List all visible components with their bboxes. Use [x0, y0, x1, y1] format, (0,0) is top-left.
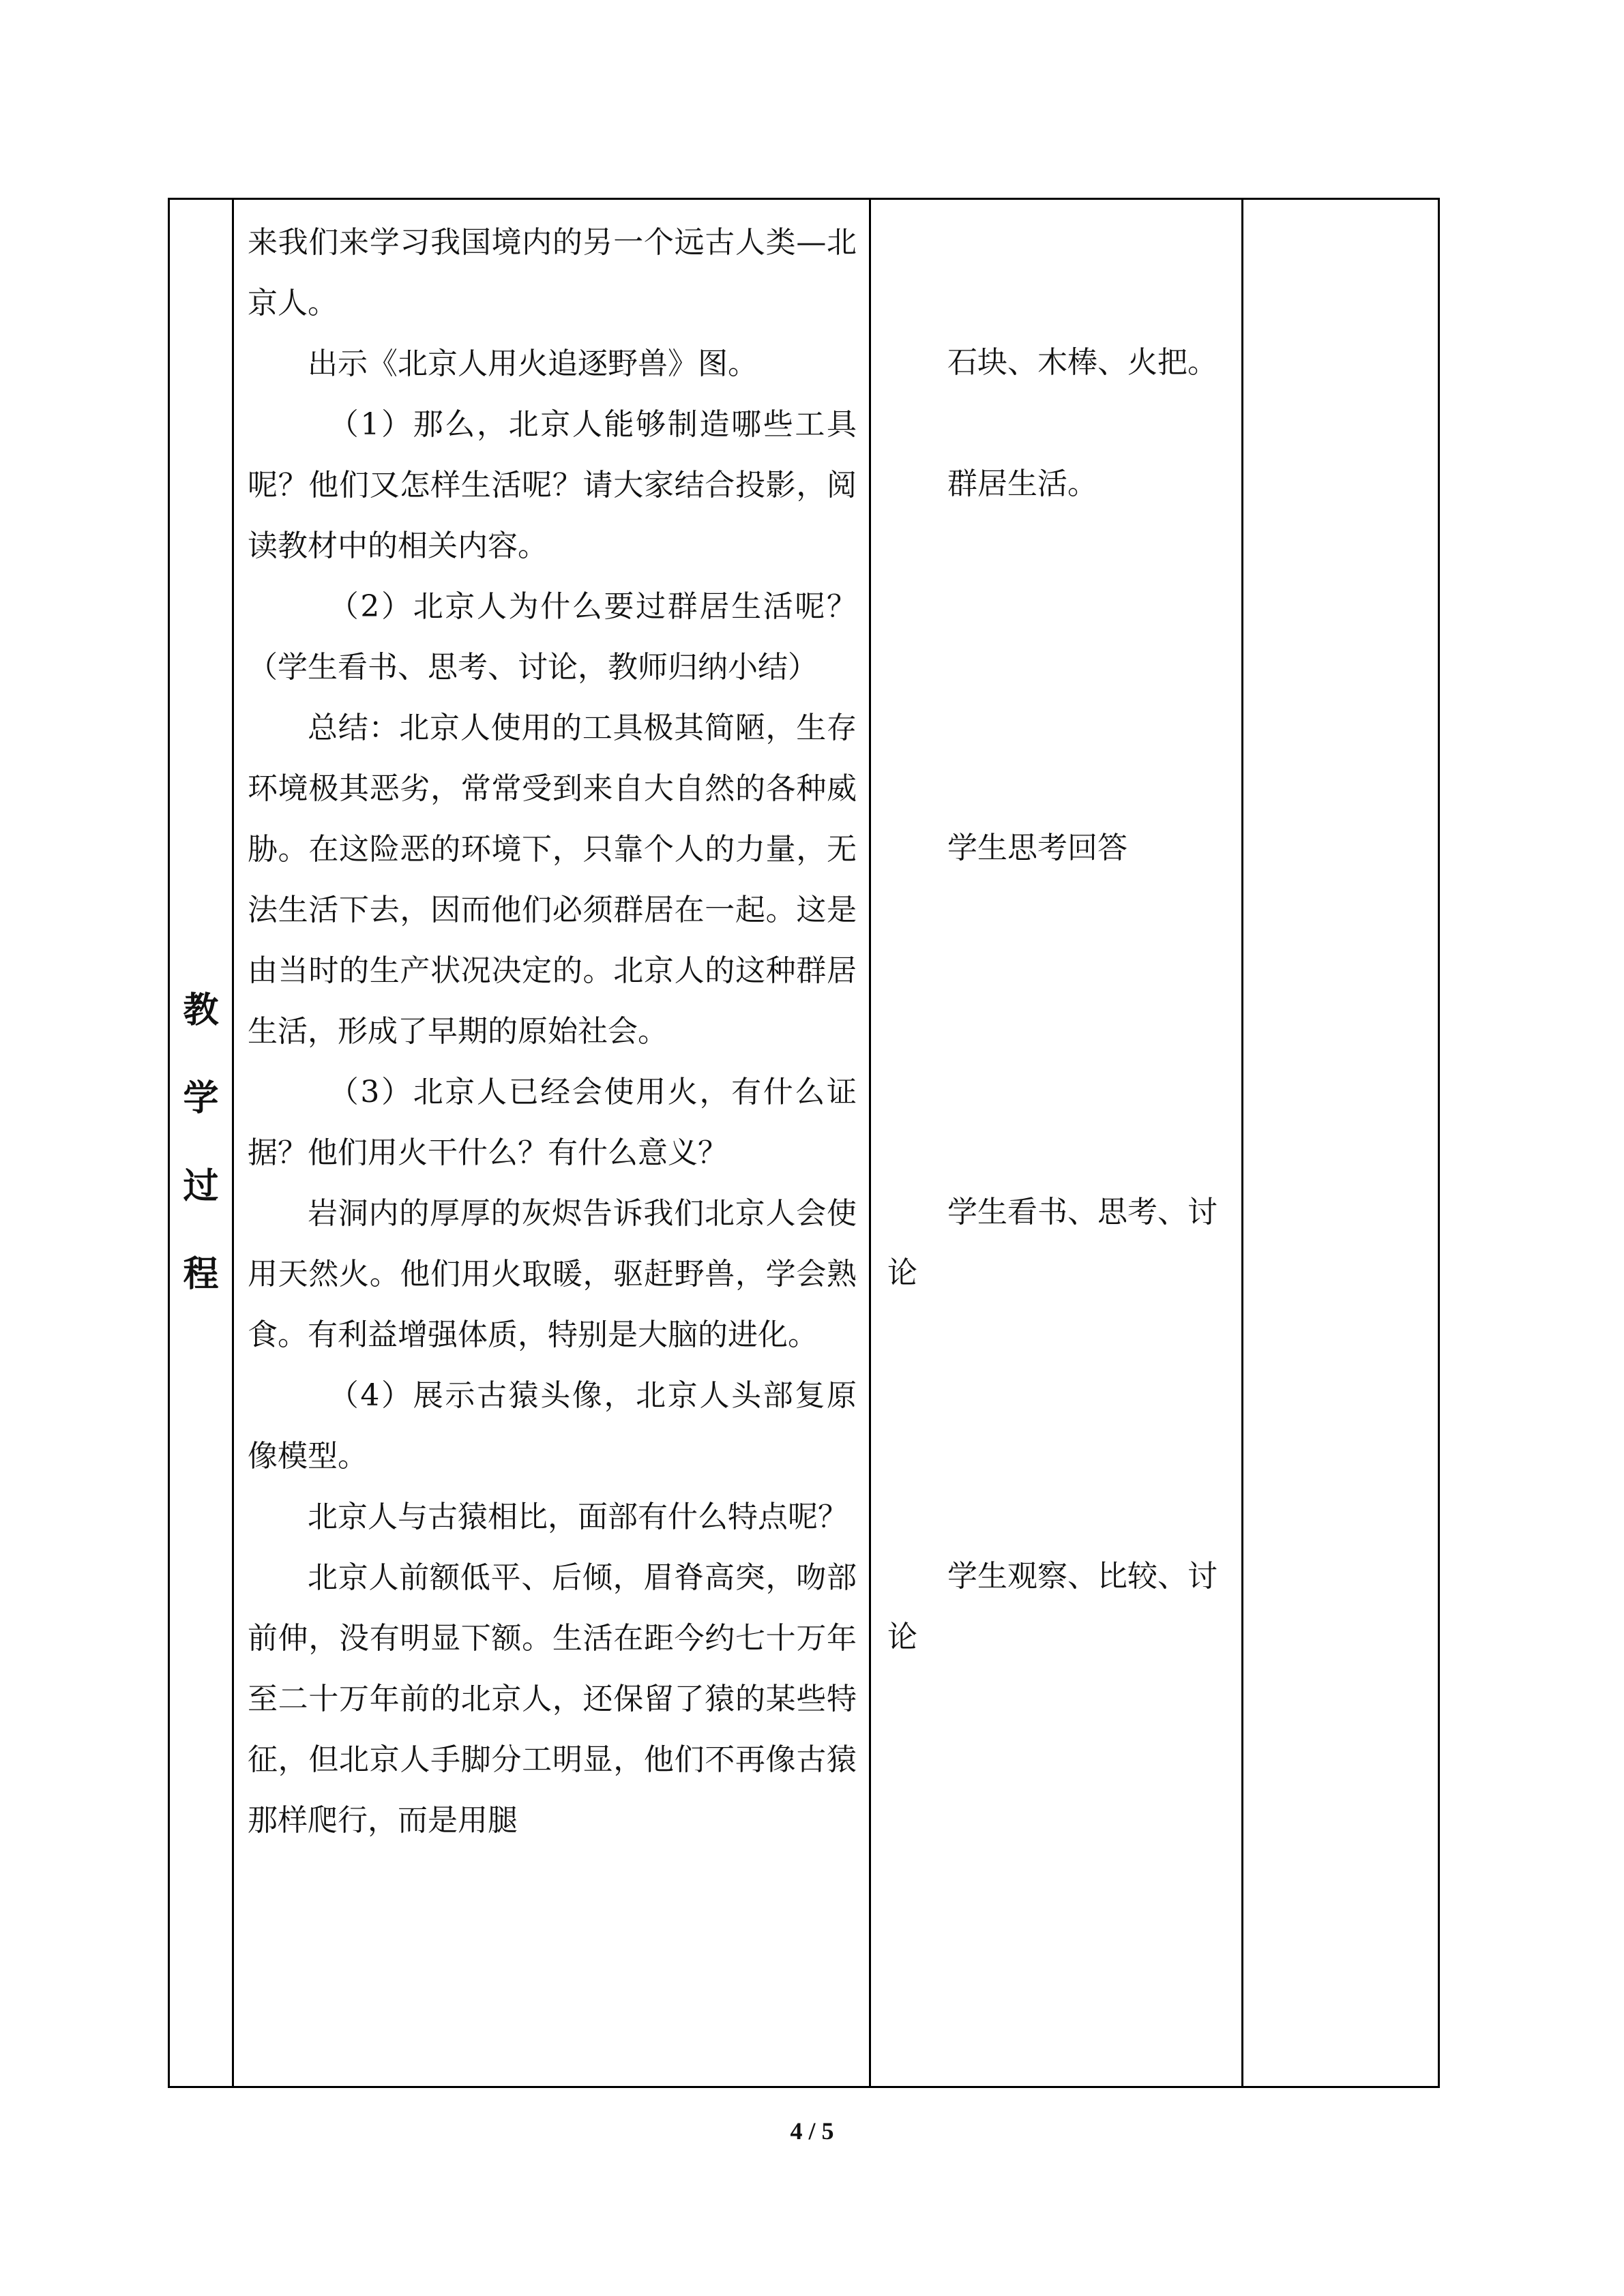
content-paragraph: 北京人与古猿相比，面部有什么特点呢？: [308, 1500, 848, 1534]
content-paragraph: （2）北京人为什么要过群居生活呢？（学生看书、思考、讨论，教师归纳小结）: [248, 589, 857, 685]
section-label-char: 程: [183, 1254, 219, 1295]
section-label-char: 学: [183, 1078, 219, 1119]
page-number: 4 / 5: [790, 2117, 834, 2145]
content-paragraph: （4）展示古猿头像，北京人头部复原像模型。: [248, 1378, 857, 1474]
teacher-content-cell: [233, 199, 870, 2087]
content-paragraph: 总结：北京人使用的工具极其简陋，生存环境极其恶劣，常常受到来自大自然的各种威胁。在这险恶的环境下，只靠个人的力量，无法生活下去，因而他们必须群居在一起。这是由当时的生产状况决定的。北京人的这种群居生活，形成了早期的原始社会。: [248, 711, 857, 1049]
student-activity: 学生思考回答: [947, 831, 1127, 865]
lesson-plan-table: [168, 198, 1440, 2088]
table-row: [169, 199, 1439, 2087]
section-label-cell: [169, 199, 233, 2087]
student-activity: 群居生活。: [947, 466, 1097, 501]
student-activity: 学生观察、比较、讨论: [887, 1559, 1217, 1654]
student-activity-cell: [870, 199, 1243, 2087]
content-paragraph: 来我们来学习我国境内的另一个远古人类—北京人。: [248, 225, 857, 320]
student-activity: 学生看书、思考、讨论: [887, 1195, 1217, 1290]
section-label: [183, 967, 218, 1319]
student-activity: 石块、木棒、火把。: [947, 345, 1217, 380]
content-paragraph: （1）那么，北京人能够制造哪些工具呢？他们又怎样生活呢？请大家结合投影，阅读教材中的相关内容。: [248, 407, 857, 563]
content-paragraph: 出示《北京人用火追逐野兽》图。: [308, 346, 758, 381]
content-paragraph: 北京人前额低平、后倾，眉脊高突，吻部前伸，没有明显下额。生活在距今约七十万年至二十万年前的北京人，还保留了猿的某些特征，但北京人手脚分工明显，他们不再像古猿那样爬行，而是用腿: [248, 1560, 857, 1838]
section-label-char: 教: [183, 990, 219, 1031]
section-label-char: 过: [183, 1166, 219, 1207]
notes-cell: [1243, 199, 1439, 2087]
content-paragraph: （3）北京人已经会使用火，有什么证据？他们用火干什么？有什么意义？: [248, 1075, 857, 1170]
content-paragraph: 岩洞内的厚厚的灰烬告诉我们北京人会使用天然火。他们用火取暖，驱赶野兽，学会熟食。有利益增强体质，特别是大脑的进化。: [248, 1196, 857, 1352]
